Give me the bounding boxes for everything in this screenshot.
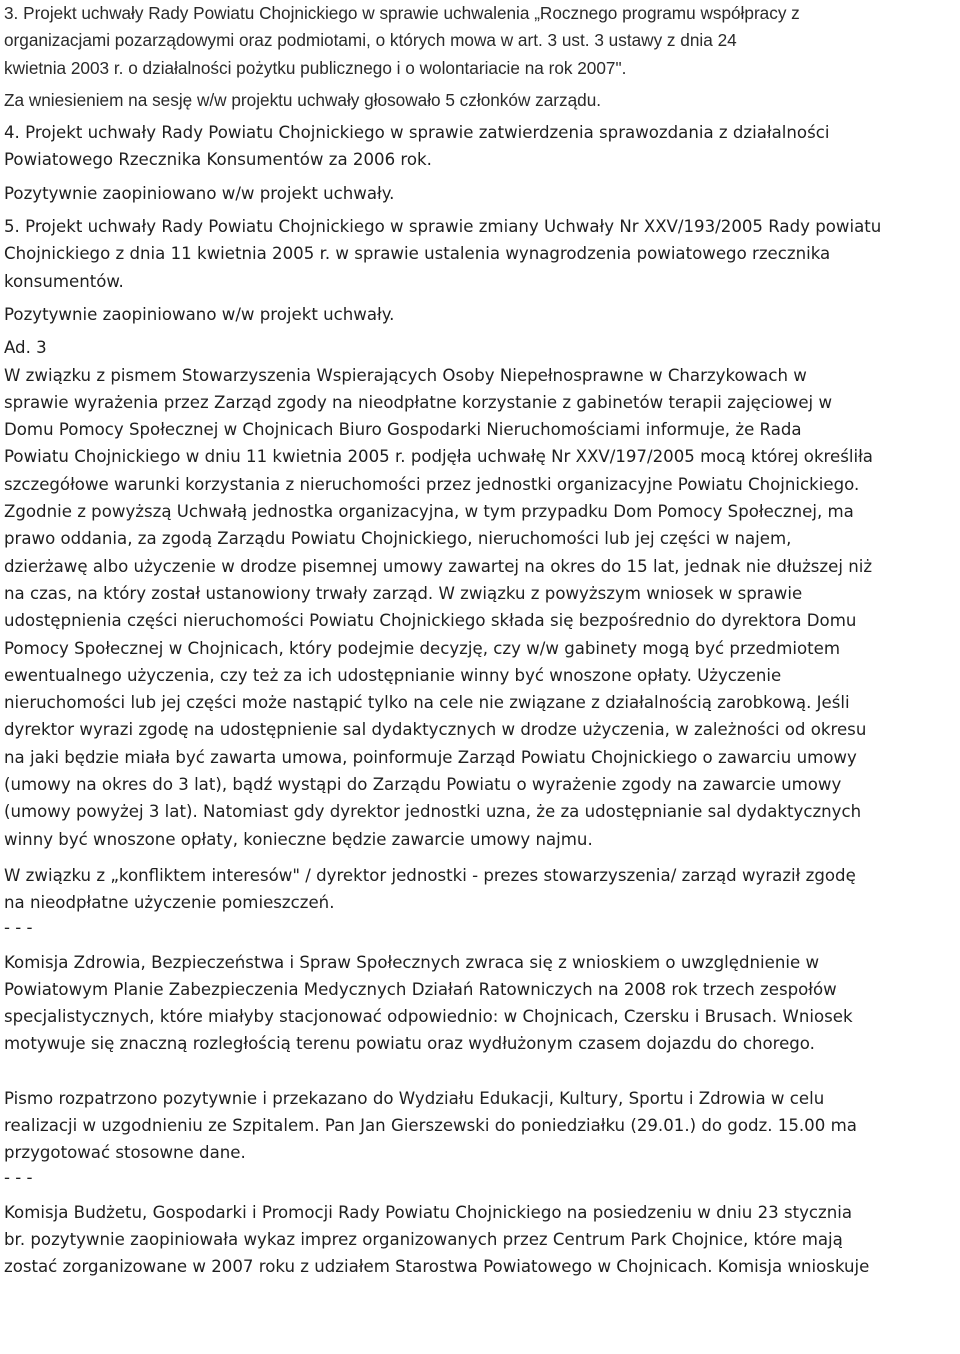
text-line: specjalistycznych, które miałyby stacjonować odpowiednio: w Chojnicach, Czersku i Brusach. Wniosek [4, 1007, 853, 1027]
text-line: 3. Projekt uchwały Rady Powiatu Chojnickiego w sprawie uchwalenia „Rocznego programu współpracy z [4, 3, 800, 23]
text-line: Zgodnie z powyższą Uchwałą jednostka organizacyjna, w tym przypadku Dom Pomocy Społecznej, ma [4, 502, 854, 522]
text-line: 4. Projekt uchwały Rady Powiatu Chojnickiego w sprawie zatwierdzenia sprawozdania z działalności [4, 123, 830, 143]
text-line: zostać zorganizowane w 2007 roku z udziałem Starostwa Powiatowego w Chojnicach. Komisja wnioskuje [4, 1257, 870, 1277]
text-line: Chojnickiego z dnia 11 kwietnia 2005 r. w sprawie ustalenia wynagrodzenia powiatowego rzecznika [4, 244, 831, 264]
budget-commission-paragraph [4, 1199, 960, 1281]
text-line: prawo oddania, za zgodą Zarządu Powiatu Chojnickiego, nieruchomości lub jej części w najem, [4, 529, 792, 549]
text-line: Powiatu Chojnickiego w dniu 11 kwietnia 2005 r. podjęła uchwałę Nr XXV/197/2005 mocą której określiła [4, 447, 873, 467]
text-line: W związku z „konfliktem interesów" / dyrektor jednostki - prezes stowarzyszenia/ zarząd wyraził zgodę [4, 865, 856, 885]
text-line: sprawie wyrażenia przez Zarząd zgody na nieodpłatne korzystanie z gabinetów terapii zajęciowej w [4, 392, 833, 412]
text-line: ewentualnego użyczenia, czy też za ich udostępnianie winny być wnoszone opłaty. Użyczenie [4, 665, 782, 685]
agenda-item-5 [4, 213, 960, 328]
text-line: dyrektor wyrazi zgodę na udostępnienie sal dydaktycznych w drodze użyczenia, w zależności od okresu [4, 720, 867, 740]
agenda-item-4 [4, 119, 960, 207]
section-body [4, 362, 960, 853]
text-line: Powiatowego Rzecznika Konsumentów za 2006 rok. [4, 150, 432, 170]
vote-result: Za wniesieniem na sesję w/w projektu uchwały głosowało 5 członków zarządu. [4, 89, 602, 110]
opinion-result: Pozytywnie zaopiniowano w/w projekt uchwały. [4, 183, 395, 203]
text-line: na jaki będzie miała być zawarta umowa, poinformuje Zarząd Powiatu Chojnickiego o zawarciu umowy [4, 747, 857, 767]
separator: - - - [4, 1167, 33, 1187]
text-line: konsumentów. [4, 271, 124, 291]
text-line: (umowy na okres do 3 lat), bądź wystąpi do Zarządu Powiatu o wyrażenie zgody na zawarcie umowy [4, 775, 842, 795]
text-line: Domu Pomocy Społecznej w Chojnicach Biuro Gospodarki Nieruchomościami informuje, że Rada [4, 420, 802, 440]
text-line: przygotować stosowne dane. [4, 1143, 246, 1163]
separator: - - - [4, 917, 33, 937]
text-line: Powiatowym Planie Zabezpieczenia Medycznych Działań Ratowniczych na 2008 rok trzech zespołów [4, 979, 837, 999]
letter-paragraph [4, 1085, 960, 1188]
text-line: Komisja Zdrowia, Bezpieczeństwa i Spraw Społecznych zwraca się z wnioskiem o uwzględnienie w [4, 952, 820, 972]
text-line: Komisja Budżetu, Gospodarki i Promocji Rady Powiatu Chojnickiego na posiedzeniu w dniu 23 stycznia [4, 1202, 853, 1222]
section-ad-3 [4, 334, 960, 853]
text-line: nieruchomości lub jej części może nastąpić tylko na cele nie związane z działalnością zarobkową. Jeśli [4, 693, 850, 713]
text-line: winny być wnoszone opłaty, konieczne będzie zawarcie umowy najmu. [4, 829, 593, 849]
text-line: szczegółowe warunki korzystania z nieruchomości przez jednostki organizacyjne Powiatu Chojnickiego. [4, 474, 860, 494]
text-line: motywuje się znaczną rozległością terenu powiatu oraz wydłużonym czasem dojazdu do chorego. [4, 1034, 815, 1054]
text-line: Pismo rozpatrzono pozytywnie i przekazano do Wydziału Edukacji, Kultury, Sportu i Zdrowia w celu [4, 1088, 825, 1108]
agenda-item-3 [4, 0, 960, 114]
text-line: na czas, na który został ustanowiony trwały zarząd. W związku z powyższym wniosek w sprawie [4, 583, 803, 603]
text-line: na nieodpłatne użyczenie pomieszczeń. [4, 893, 335, 913]
health-commission-paragraph [4, 949, 960, 1058]
text-line: organizacjami pozarządowymi oraz podmiotami, o których mowa w art. 3 ust. 3 ustawy z dnia 24 [4, 30, 737, 51]
text-line: dzierżawę albo użyczenie w drodze pisemnej umowy zawartej na okres do 15 lat, jednak nie dłuższej niż [4, 556, 873, 576]
text-line: kwietnia 2003 r. o działalności pożytku publicznego i o wolontariacie na rok 2007". [4, 57, 627, 78]
document-page [4, 0, 960, 1280]
text-line: 5. Projekt uchwały Rady Powiatu Chojnickiego w sprawie zmiany Uchwały Nr XXV/193/2005 Rady powiatu [4, 217, 882, 237]
conflict-paragraph [4, 862, 960, 938]
text-line: br. pozytywnie zaopiniowała wykaz imprez organizowanych przez Centrum Park Chojnice, które mają [4, 1229, 843, 1249]
text-line: Pomocy Społecznej w Chojnicach, który podejmie decyzję, czy w/w gabinety mogą być przedmiotem [4, 638, 841, 658]
text-line: udostępnienia części nieruchomości Powiatu Chojnickiego składa się bezpośrednio do dyrektora Domu [4, 611, 857, 631]
opinion-result: Pozytywnie zaopiniowano w/w projekt uchwały. [4, 304, 395, 324]
text-line: (umowy powyżej 3 lat). Natomiast gdy dyrektor jednostki uzna, że za udostępnianie sal dydaktycznych [4, 802, 862, 822]
text-line: realizacji w uzgodnieniu ze Szpitalem. Pan Jan Gierszewski do poniedziałku (29.01.) do godz. 15.00 ma [4, 1115, 857, 1135]
section-heading: Ad. 3 [4, 338, 47, 358]
text-line: W związku z pismem Stowarzyszenia Wspierających Osoby Niepełnosprawne w Charzykowach w [4, 365, 807, 385]
